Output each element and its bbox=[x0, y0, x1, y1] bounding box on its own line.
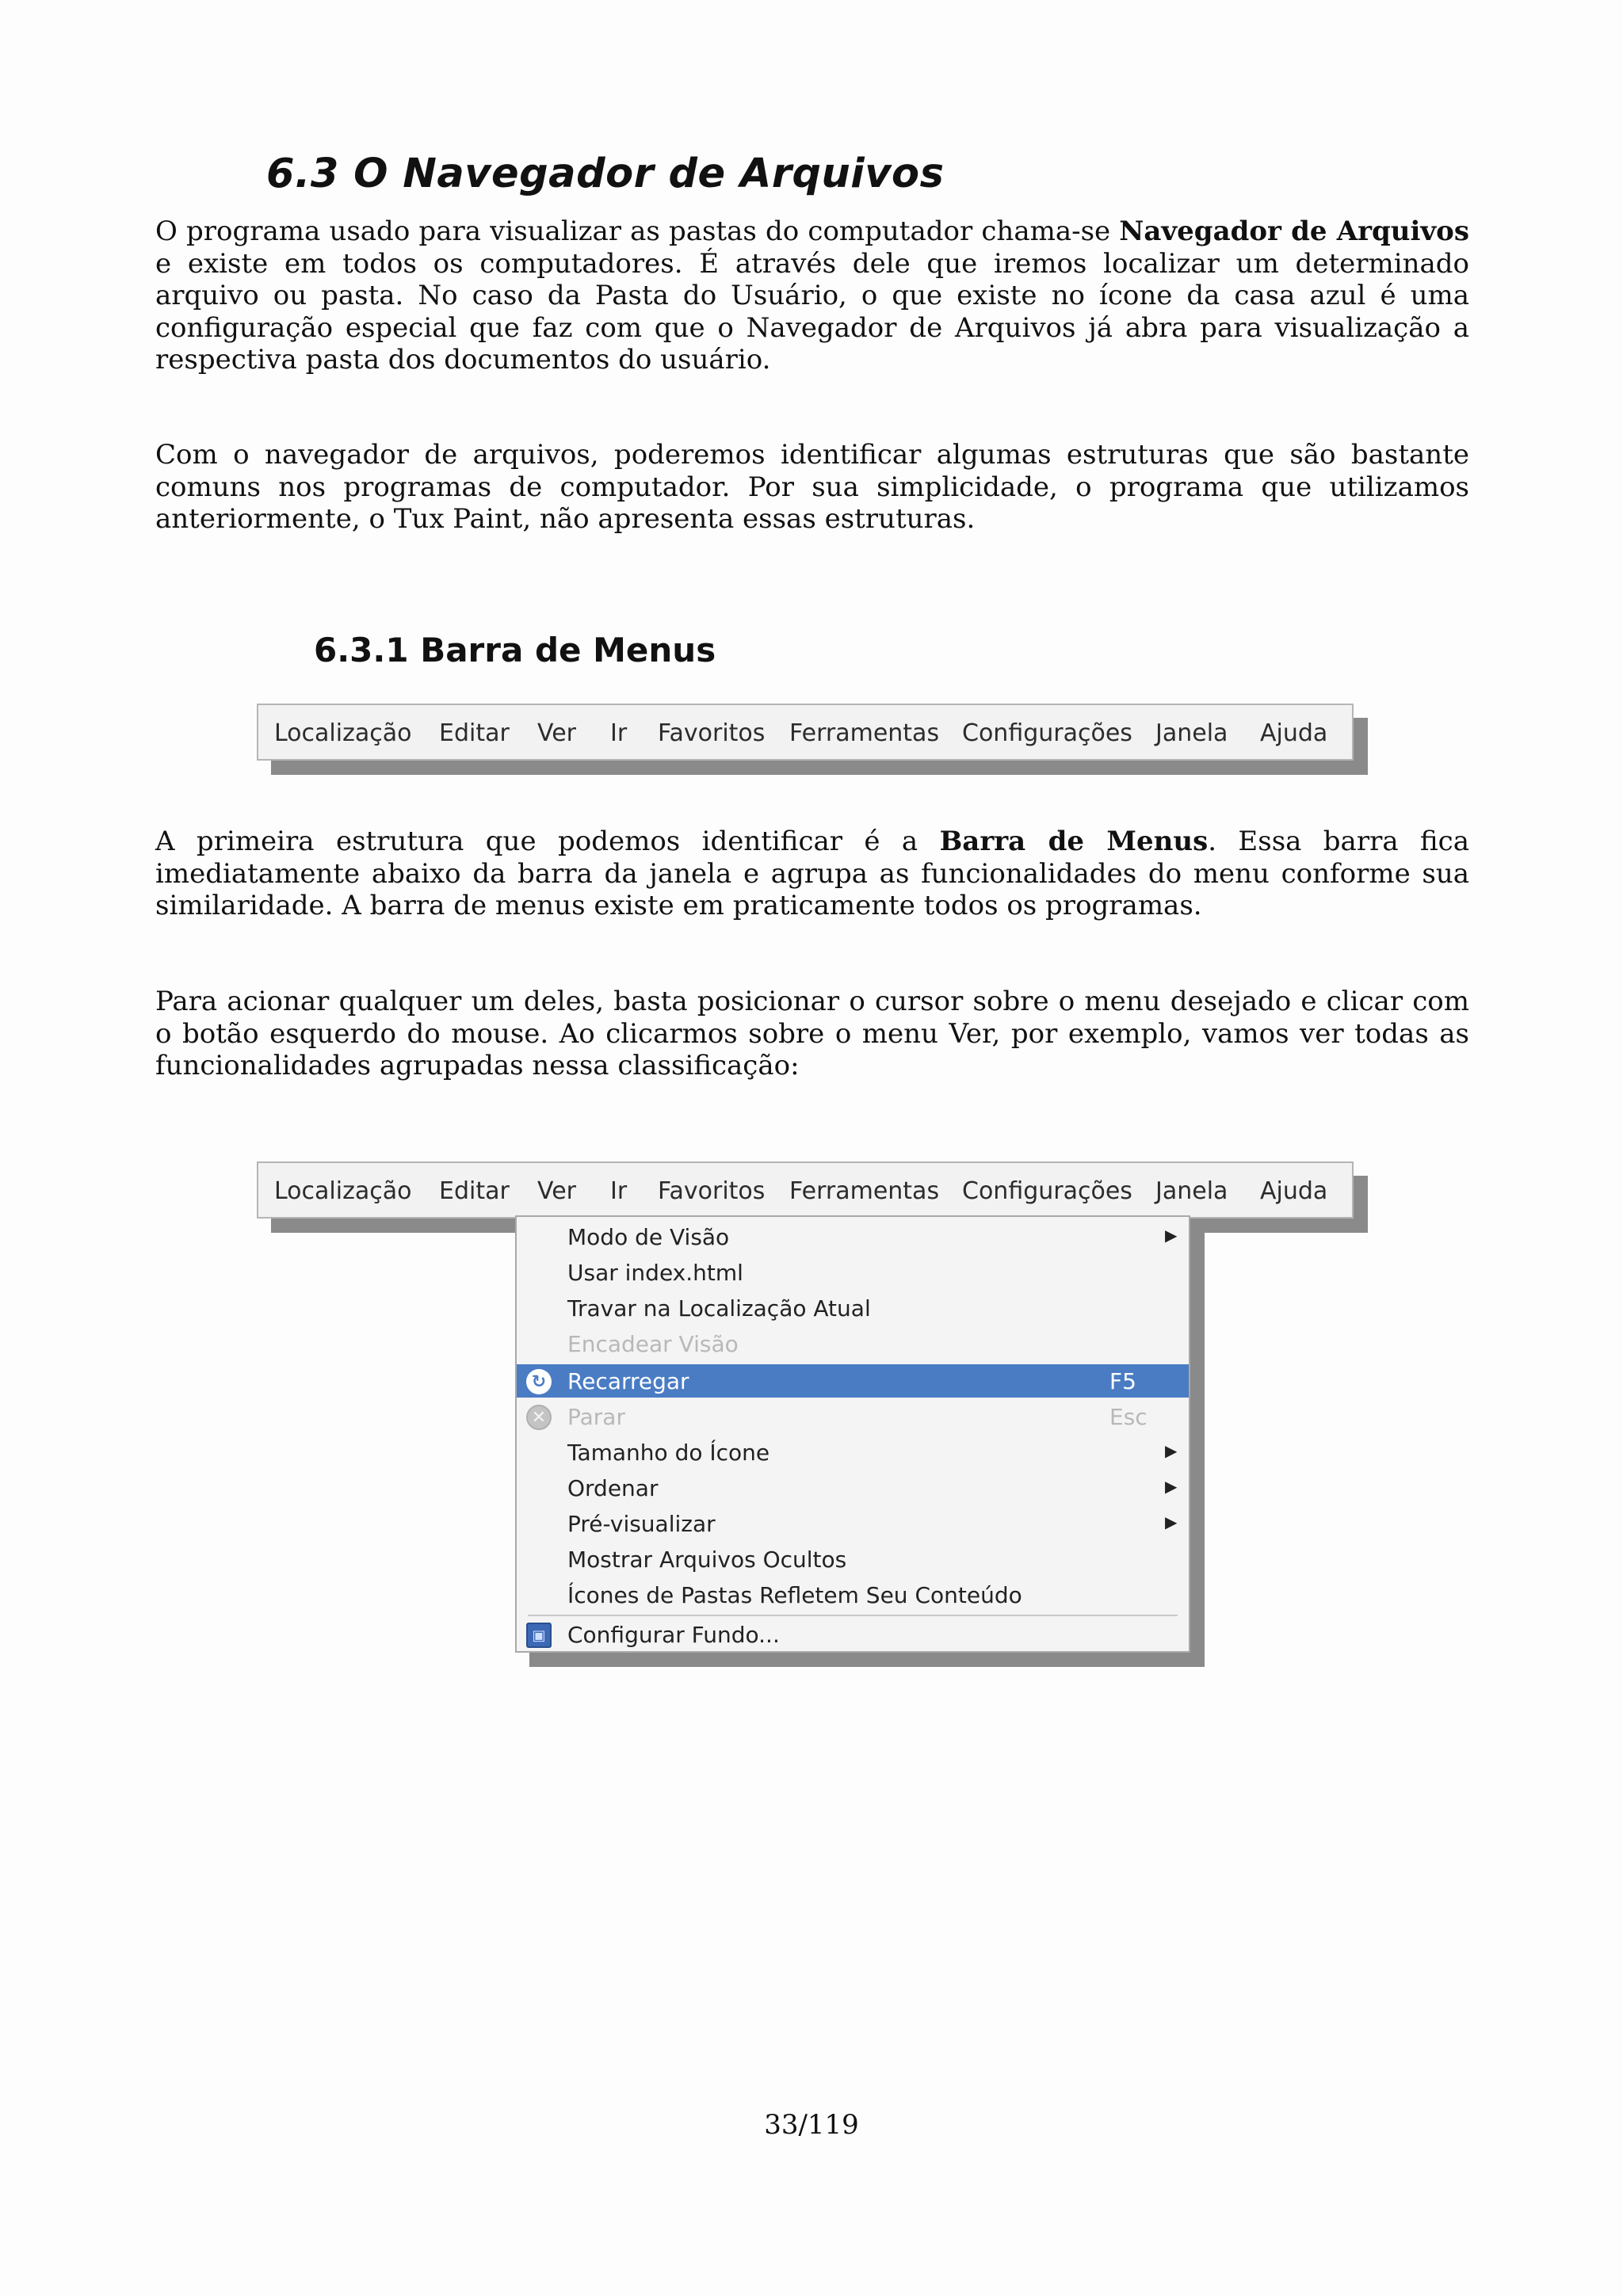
menu-ferramentas[interactable]: Ferramentas bbox=[789, 1177, 940, 1205]
menu-item-ordenar[interactable] bbox=[517, 1471, 1189, 1505]
menu-ir[interactable]: Ir bbox=[610, 719, 628, 747]
menu-janela[interactable]: Janela bbox=[1155, 1177, 1228, 1205]
view-menu-dropdown bbox=[515, 1215, 1190, 1653]
menu-separator bbox=[528, 1615, 1178, 1616]
menu-item-label: Parar bbox=[567, 1404, 625, 1430]
background-config-icon: ▣ bbox=[526, 1623, 552, 1648]
subsection-paragraph-2: Para acionar qualquer um deles, basta posicionar o cursor sobre o menu desejado e clicar com o botão esquerdo do mouse. Ao clicarmos sobre o menu Ver, por exemplo, vamos ver todas as funcionalidades agrupadas nessa classificação: bbox=[155, 986, 1469, 1081]
menu-item-label: Ícones de Pastas Refletem Seu Conteúdo bbox=[567, 1582, 1022, 1608]
submenu-arrow-icon: ▶ bbox=[1165, 1226, 1178, 1245]
menu-item-parar bbox=[517, 1400, 1189, 1433]
menu-item-modo-de-visao[interactable] bbox=[517, 1220, 1189, 1253]
menu-ajuda[interactable]: Ajuda bbox=[1260, 1177, 1328, 1205]
subsection-text-a: A primeira estrutura que podemos identificar é a bbox=[155, 826, 940, 857]
submenu-arrow-icon: ▶ bbox=[1165, 1477, 1178, 1496]
menu-localizacao[interactable]: Localização bbox=[274, 719, 412, 747]
menu-item-usar-index[interactable] bbox=[517, 1256, 1189, 1289]
stop-icon: ✕ bbox=[526, 1405, 552, 1430]
menu-ferramentas[interactable]: Ferramentas bbox=[789, 719, 940, 747]
menu-ir[interactable]: Ir bbox=[610, 1177, 628, 1205]
menu-item-label: Modo de Visão bbox=[567, 1224, 730, 1250]
menu-configuracoes[interactable]: Configurações bbox=[962, 1177, 1132, 1205]
menu-item-label: Pré-visualizar bbox=[567, 1511, 716, 1537]
menu-configuracoes[interactable]: Configurações bbox=[962, 719, 1132, 747]
menu-item-label: Recarregar bbox=[567, 1368, 689, 1394]
intro-text-a: O programa usado para visualizar as pastas do computador chama-se bbox=[155, 215, 1120, 247]
submenu-arrow-icon: ▶ bbox=[1165, 1441, 1178, 1460]
subsection-text-b: . Essa barra fica imediatamente abaixo da barra da janela e agrupa as funcionalidades do menu conforme sua similaridade. A barra de menus existe em praticamente todos os programas. bbox=[155, 826, 1469, 921]
menu-item-label: Configurar Fundo... bbox=[567, 1622, 780, 1648]
menu-item-encadear-visao bbox=[517, 1327, 1189, 1360]
menu-item-mostrar-ocultos[interactable] bbox=[517, 1543, 1189, 1576]
menu-item-recarregar[interactable] bbox=[517, 1364, 1189, 1398]
intro-paragraph-2: Com o navegador de arquivos, poderemos identificar algumas estruturas que são bastante comuns nos programas de computador. Por sua simplicidade, o programa que utilizamos anteriormente, o Tux Paint, não apresenta essas estruturas. bbox=[155, 439, 1469, 535]
intro-paragraph-1 bbox=[155, 215, 1469, 376]
menu-item-shortcut: F5 bbox=[1109, 1368, 1136, 1394]
reload-icon: ↻ bbox=[526, 1369, 552, 1394]
menu-editar[interactable]: Editar bbox=[439, 1177, 510, 1205]
menu-item-label: Travar na Localização Atual bbox=[567, 1295, 871, 1322]
section-title: 6.3 O Navegador de Arquivos bbox=[266, 151, 945, 197]
menu-ajuda[interactable]: Ajuda bbox=[1260, 719, 1328, 747]
page-number: 33/119 bbox=[764, 2109, 859, 2141]
menubar-screenshot-2 bbox=[257, 1161, 1354, 1219]
subsection-bold-term: Barra de Menus bbox=[939, 826, 1209, 857]
menu-item-label: Mostrar Arquivos Ocultos bbox=[567, 1547, 847, 1573]
intro-text-b: e existe em todos os computadores. É através dele que iremos localizar um determinado arquivo ou pasta. No caso da Pasta do Usuário, o que existe no ícone da casa azul é uma configuração especial que faz com que o Navegador de Arquivos já abra para visualização a respectiva pasta dos documentos do usuário. bbox=[155, 247, 1469, 376]
menu-item-label: Usar index.html bbox=[567, 1260, 743, 1286]
menu-item-travar-localizacao[interactable] bbox=[517, 1291, 1189, 1325]
menu-editar[interactable]: Editar bbox=[439, 719, 510, 747]
menu-item-tamanho-do-icone[interactable] bbox=[517, 1436, 1189, 1469]
menu-item-shortcut: Esc bbox=[1109, 1404, 1148, 1430]
intro-bold-term: Navegador de Arquivos bbox=[1119, 215, 1469, 247]
menu-ver[interactable]: Ver bbox=[537, 719, 576, 747]
menu-item-configurar-fundo[interactable] bbox=[517, 1618, 1189, 1651]
menu-localizacao[interactable]: Localização bbox=[274, 1177, 412, 1205]
menu-item-pre-visualizar[interactable] bbox=[517, 1507, 1189, 1540]
menu-item-label: Ordenar bbox=[567, 1475, 659, 1501]
menu-item-icones-pastas[interactable] bbox=[517, 1578, 1189, 1611]
menu-janela[interactable]: Janela bbox=[1155, 719, 1228, 747]
menu-favoritos[interactable]: Favoritos bbox=[658, 1177, 766, 1205]
subsection-title: 6.3.1 Barra de Menus bbox=[314, 631, 716, 669]
menu-ver[interactable]: Ver bbox=[537, 1177, 576, 1205]
subsection-paragraph-1 bbox=[155, 826, 1469, 922]
menubar-screenshot-1 bbox=[257, 704, 1354, 761]
menu-item-label: Encadear Visão bbox=[567, 1331, 739, 1357]
menu-favoritos[interactable]: Favoritos bbox=[658, 719, 766, 747]
menu-item-label: Tamanho do Ícone bbox=[567, 1440, 770, 1466]
submenu-arrow-icon: ▶ bbox=[1165, 1512, 1178, 1531]
